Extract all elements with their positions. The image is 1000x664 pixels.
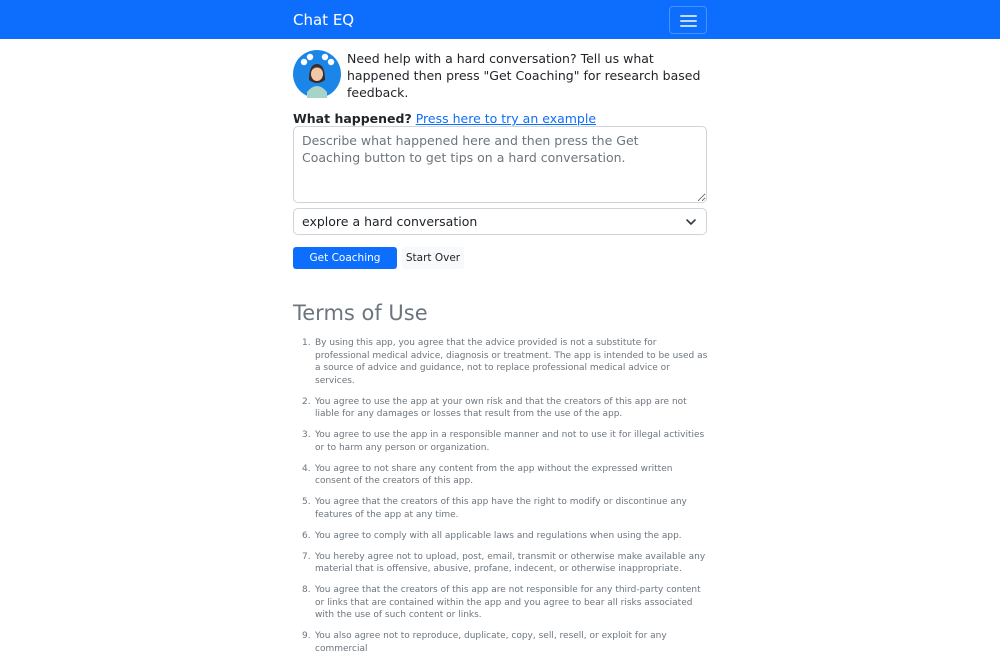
- terms-item-number: 8.: [302, 585, 311, 595]
- terms-list: [302, 337, 709, 664]
- hamburger-menu-icon: [680, 20, 697, 22]
- terms-item-text: You agree to not share any content from the app without the expressed written consent of the creators of this app.: [315, 463, 673, 486]
- what-happened-label: What happened?: [293, 111, 412, 126]
- terms-item: [302, 630, 709, 655]
- terms-item: [302, 337, 709, 387]
- terms-item-text: By using this app, you agree that the advice provided is not a substitute for professional medical advice, diagnosis or treatment. The app is intended to be used as a source of advice and guidance, not to replace professional medical advice or services.: [315, 338, 708, 386]
- terms-item-number: 9.: [302, 631, 311, 641]
- conversation-type-select[interactable]: [293, 208, 707, 235]
- terms-item: [302, 530, 709, 543]
- terms-item: [302, 463, 709, 488]
- terms-item-number: 7.: [302, 551, 311, 562]
- get-coaching-button[interactable]: Get Coaching: [293, 247, 397, 269]
- terms-item: [302, 496, 709, 521]
- terms-item-text: You agree that the creators of this app have the right to modify or discontinue any features of the app at any time.: [315, 497, 687, 520]
- hamburger-menu-icon: [680, 25, 697, 27]
- start-over-button[interactable]: Start Over: [402, 247, 464, 269]
- terms-item-number: 5.: [302, 497, 311, 507]
- brand-title[interactable]: Chat EQ: [293, 11, 355, 29]
- terms-item-number: 1.: [302, 338, 311, 348]
- terms-item: [302, 584, 709, 622]
- terms-item: [302, 551, 709, 576]
- conversation-type-value: explore a hard conversation: [302, 214, 478, 229]
- terms-item-number: 3.: [302, 430, 311, 440]
- terms-item-text: You agree that the creators of this app are not responsible for any third-party content or links that are contained within the app and you agree to bear all risks associated with the use of such content or links.: [315, 585, 701, 620]
- hamburger-menu-icon: [680, 15, 697, 17]
- chevron-down-icon: [685, 216, 697, 228]
- terms-item-text: You hereby agree not to upload, post, email, transmit or otherwise make available any material that is offensive, abusive, profane, indecent, or otherwise inappropriate.: [315, 551, 706, 574]
- try-example-link[interactable]: Press here to try an example: [415, 111, 597, 126]
- intro-text: Need help with a hard conversation? Tell us what happened then press "Get Coaching" for research based feedback.: [347, 51, 701, 100]
- what-happened-row: [293, 110, 596, 127]
- terms-item-number: 2.: [302, 396, 311, 407]
- what-happened-input[interactable]: [293, 126, 707, 203]
- terms-item-text: You agree to use the app in a responsible manner and not to use it for illegal activities or to harm any person or organization.: [315, 430, 705, 453]
- terms-item-text: You agree to comply with all applicable laws and regulations when using the app.: [315, 530, 682, 541]
- terms-item: [302, 429, 709, 454]
- terms-item-text: You also agree not to reproduce, duplicate, copy, sell, resell, or exploit for any commercial: [315, 631, 667, 654]
- terms-item: [302, 396, 709, 421]
- terms-item-number: 6.: [302, 530, 311, 541]
- terms-title: Terms of Use: [293, 301, 428, 325]
- coach-avatar-icon: [293, 50, 341, 98]
- terms-item-number: 4.: [302, 463, 311, 474]
- navbar: [0, 0, 1000, 39]
- hamburger-menu-button[interactable]: [669, 6, 707, 34]
- terms-item-text: You agree to use the app at your own risk and that the creators of this app are not liable for any damages or losses that result from the use of the app.: [315, 396, 687, 419]
